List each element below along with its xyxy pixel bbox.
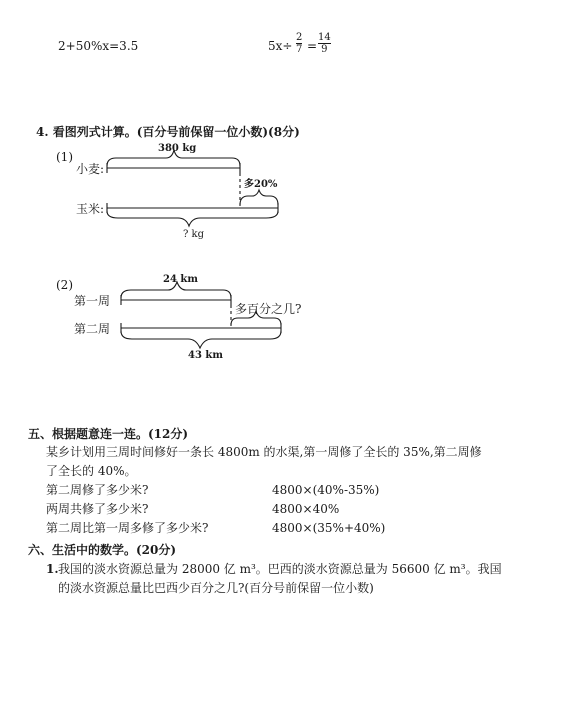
section6-title: 六、生活中的数学。(20分): [28, 543, 177, 557]
section6-q1-line1: 我国的淡水资源总量为 28000 亿 m³。巴西的淡水资源总量为 56600 亿 m³。我国: [58, 562, 502, 576]
q4-title: 4. 看图列式计算。(百分号前保留一位小数)(8分): [36, 125, 300, 139]
expression-item: 4800×(35%+40%): [272, 521, 386, 535]
part2-number: (2): [56, 278, 73, 292]
section5-title: 五、根据题意连一连。(12分): [28, 427, 189, 441]
part2-row2-label: 第二周: [74, 322, 111, 336]
part2-row1-label: 第一周: [74, 294, 111, 308]
fraction-denominator: 7: [296, 44, 303, 55]
equation-2-prefix: 5x÷: [268, 39, 293, 53]
part2-bottom-label: 43 km: [188, 350, 223, 361]
expression-item: 4800×(40%-35%): [272, 483, 380, 497]
brace-bottom-43km: [121, 331, 281, 348]
equation-2-equals: =: [307, 39, 318, 53]
part1-row1-label: 小麦:: [76, 162, 105, 176]
question-item: 第二周比第一周多修了多少米?: [46, 521, 209, 535]
equation-1: 2+50%x=3.5: [58, 39, 139, 53]
section6-q1-line2: 的淡水资源总量比巴西少百分之几?(百分号前保留一位小数): [58, 581, 374, 595]
part1-top-value: 380 kg: [158, 143, 197, 154]
question-item: 两周共修了多少米?: [46, 502, 149, 516]
brace-20pct: [240, 190, 278, 205]
fraction-denominator: 9: [321, 44, 328, 55]
section5-problem-line1: 某乡计划用三周时间修好一条长 4800m 的水渠,第一周修了全长的 35%,第二周修: [46, 445, 482, 459]
question-item: 第二周修了多少米?: [46, 483, 149, 497]
part2-top-value: 24 km: [163, 274, 198, 285]
part1-bottom-label: ? kg: [183, 229, 205, 240]
expression-item: 4800×40%: [272, 502, 340, 516]
fraction-numerator: 2: [296, 32, 303, 43]
part1-number: (1): [56, 150, 73, 164]
part1-row2-label: 玉米:: [76, 202, 105, 216]
section6-q1-number: 1.: [46, 562, 59, 576]
fraction-numerator: 14: [318, 32, 331, 43]
brace-bottom-total: [107, 211, 278, 226]
part2-extra-label: 多百分之几?: [235, 302, 302, 316]
section5-problem-line2: 了全长的 40%。: [46, 464, 137, 478]
part1-extra-label: 多20%: [244, 179, 278, 190]
